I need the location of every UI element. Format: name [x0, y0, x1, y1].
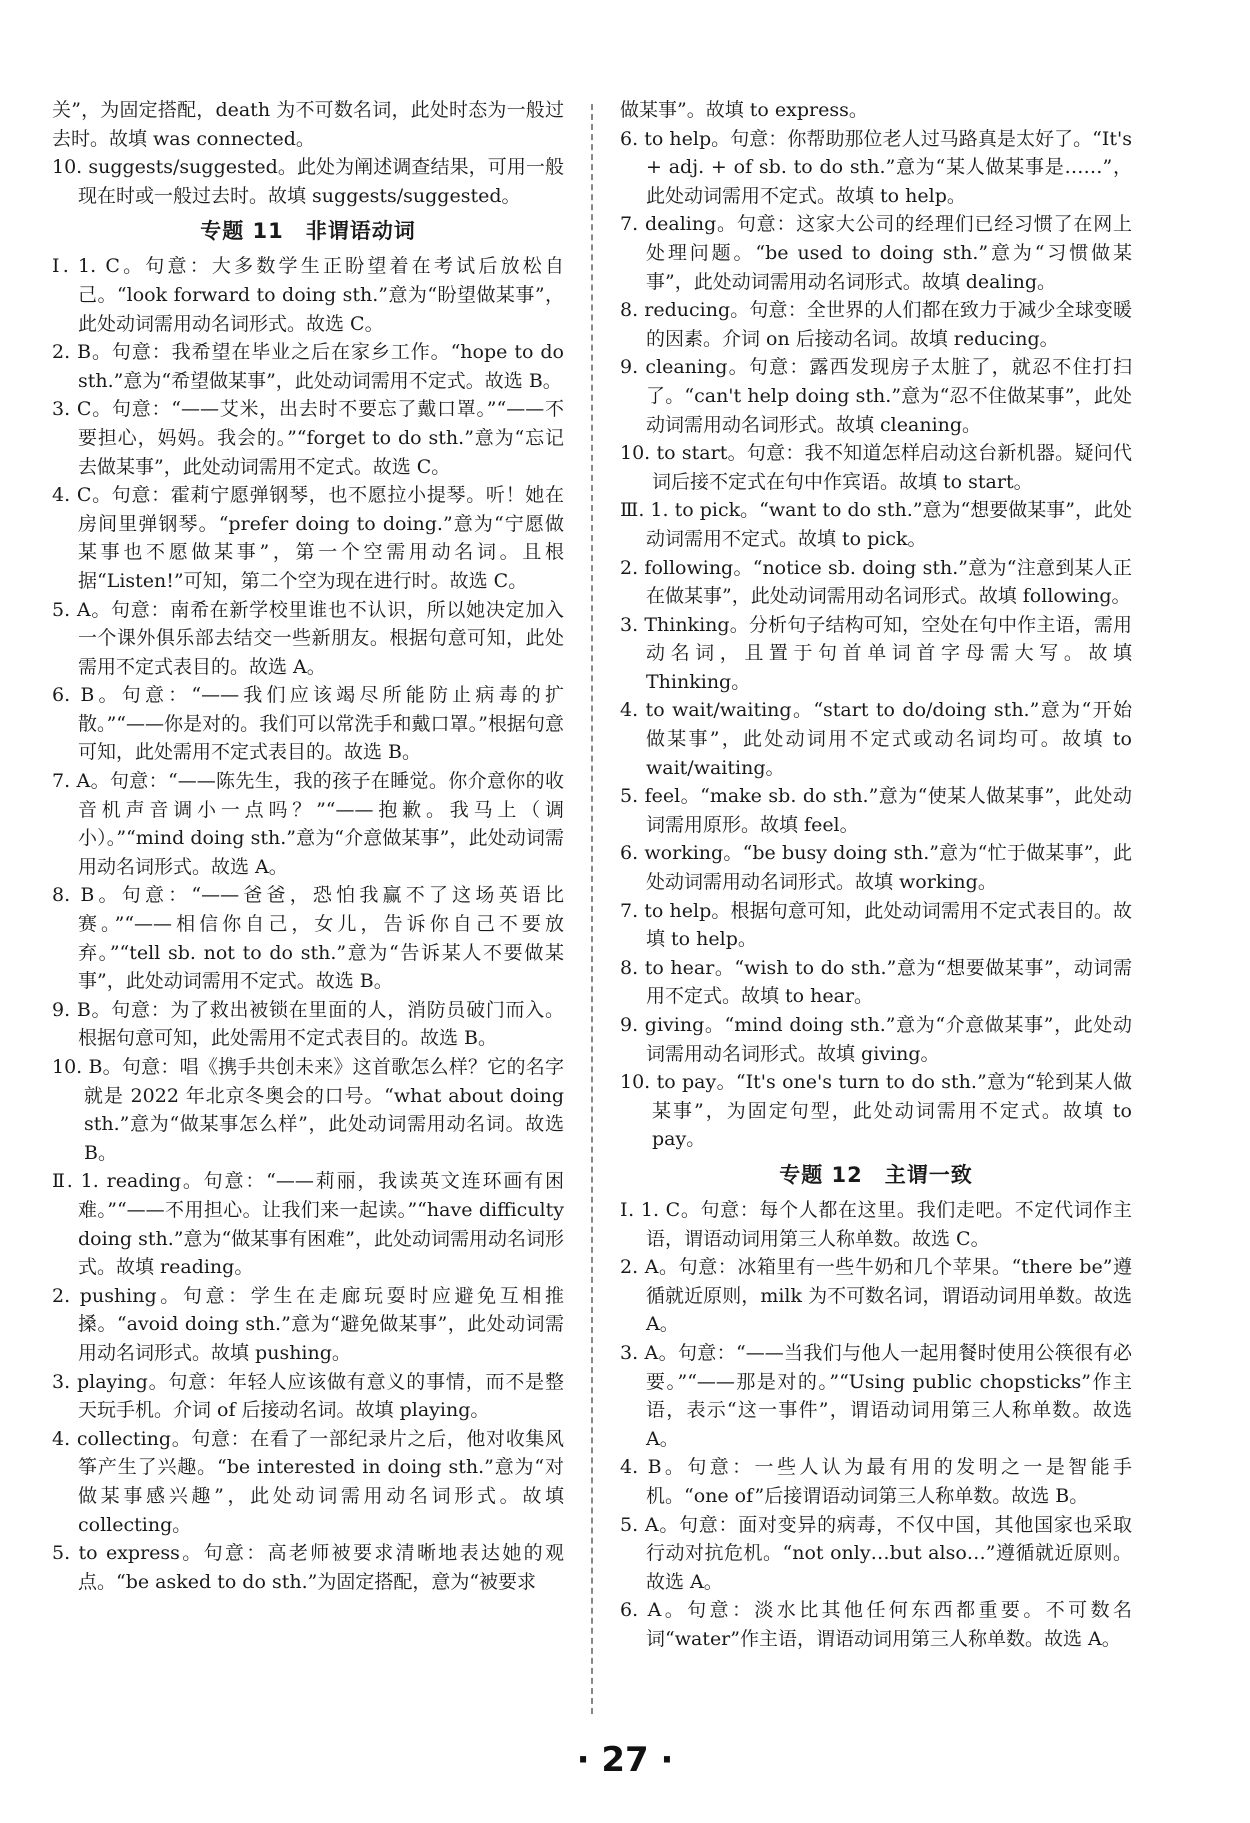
answer-item: 10. to pay。“It's one's turn to do sth.”意为“轮到某人做某事”，为固定句型，此处动词需用不定式。故填 to pay。 [620, 1071, 1132, 1151]
answer-item: 3. C。句意：“——艾米，出去时不要忘了戴口罩。”“——不要担心，妈妈。我会的。”“forget to do sth.”意为“忘记去做某事”，此处动词需用不定式。故选 C。 [52, 398, 564, 478]
answer-item: 4. C。句意：霍莉宁愿弹钢琴，也不愿拉小提琴。听！她在房间里弹钢琴。“prefer doing to doing.”意为“宁愿做某事也不愿做某事”，第一个空需用动名词。且根据“Listen!”可知，第二个空为现在进行时。故选 C。 [52, 484, 564, 592]
answer-item: Ⅰ. 1. C。句意：每个人都在这里。我们走吧。不定代词作主语，谓语动词用第三人称单数。故选 C。 [620, 1198, 1132, 1250]
answer-item: 5. to express。句意：高老师被要求清晰地表达她的观点。“be asked to do sth.”为固定搭配，意为“被要求 [52, 1542, 564, 1593]
answer-item: 5. A。句意：南希在新学校里谁也不认识，所以她决定加入一个课外俱乐部去结交一些新朋友。根据句意可知，此处需用不定式表目的。故选 A。 [52, 598, 564, 678]
answer-item: Ⅲ. 1. to pick。“want to do sth.”意为“想要做某事”，此处动词需用不定式。故填 to pick。 [620, 499, 1132, 550]
answer-item: 2. A。句意：冰箱里有一些牛奶和几个苹果。“there be”遵循就近原则，milk 为不可数名词，谓语动词用单数。故选 A。 [620, 1256, 1132, 1336]
answer-item: 3. A。句意：“——当我们与他人一起用餐时使用公筷很有必要。”“——那是对的。”“Using public chopsticks”作主语，表示“这一事件”，谓语动词用第三人称单数。故选 A。 [620, 1341, 1132, 1450]
answer-item: Ⅱ. 1. reading。句意：“——莉丽，我读英文连环画有困难。”“——不用担心。让我们来一起读。”“have difficulty doing sth.”意为“做某事有困难”，此处动词需用动名词形式。故填 reading。 [52, 1170, 564, 1279]
answer-item: 2. B。句意：我希望在毕业之后在家乡工作。“hope to do sth.”意为“希望做某事”，此处动词需用不定式。故选 B。 [52, 341, 564, 392]
answer-item: 9. cleaning。句意：露西发现房子太脏了，就忍不住打扫了。“can't help doing sth.”意为“忍不住做某事”，此处动词需用动名词形式。故填 cleaning。 [620, 356, 1132, 436]
answer-item: 10. to start。句意：我不知道怎样启动这台新机器。疑问代词后接不定式在句中作宾语。故填 to start。 [620, 442, 1132, 493]
answer-item: 7. dealing。句意：这家大公司的经理们已经习惯了在网上处理问题。“be used to doing sth.”意为“习惯做某事”，此处动词需用动名词形式。故填 dealing。 [620, 213, 1132, 293]
continuation-paragraph: 做某事”。故填 to express。 [620, 99, 868, 121]
answer-item: Ⅰ. 1. C。句意：大多数学生正盼望着在考试后放松自己。“look forward to doing sth.”意为“盼望做某事”，此处动词需用动名词形式。故选 C。 [52, 255, 564, 335]
answer-item: 2. following。“notice sb. doing sth.”意为“注意到某人正在做某事”，此处动词需用动名词形式。故填 following。 [620, 556, 1132, 608]
answer-item: 8. to hear。“wish to do sth.”意为“想要做某事”，动词需用不定式。故填 to hear。 [620, 956, 1132, 1008]
answer-item: 10. B。句意：唱《携手共创未来》这首歌怎么样？它的名字就是 2022 年北京冬奥会的口号。“what about doing sth.”意为“做某事怎么样”，此处动词需用动名词。故选 B。 [52, 1056, 564, 1164]
answer-item: 9. giving。“mind doing sth.”意为“介意做某事”，此处动词需用动名词形式。故填 giving。 [620, 1014, 1132, 1065]
answer-item: 7. to help。根据句意可知，此处动词需用不定式表目的。故填 to help。 [620, 899, 1132, 951]
answer-item: 5. A。句意：面对变异的病毒，不仅中国，其他国家也采取行动对抗危机。“not only…but also…”遵循就近原则。故选 A。 [620, 1513, 1132, 1593]
answer-item: 8. reducing。句意：全世界的人们都在致力于减少全球变暖的因素。介词 on 后接动名词。故填 reducing。 [620, 299, 1132, 350]
answer-item: 8. B。句意：“——爸爸，恐怕我赢不了这场英语比赛。”“——相信你自己，女儿，告诉你自己不要放弃。”“tell sb. not to do sth.”意为“告诉某人不要做某事”，此处动词需用不定式。故选 B。 [52, 884, 564, 993]
continuation-paragraph: 关”，为固定搭配，death 为不可数名词，此处时态为一般过去时。故填 was connected。 [52, 99, 564, 150]
answer-item: 6. to help。句意：你帮助那位老人过马路真是太好了。“It's + adj. + of sb. to do sth.”意为“某人做某事是……”，此处动词需用不定式。故填 to help。 [620, 127, 1132, 207]
answer-item: 6. working。“be busy doing sth.”意为“忙于做某事”，此处动词需用动名词形式。故填 working。 [620, 842, 1132, 894]
answer-item: 4. to wait/waiting。“start to do/doing sth.”意为“开始做某事”，此处动词用不定式或动名词均可。故填 to wait/waiting。 [620, 699, 1132, 779]
column-divider [591, 104, 593, 1714]
page-number: · 27 · [576, 1740, 674, 1780]
answer-item: 9. B。句意：为了救出被锁在里面的人，消防员破门而入。根据句意可知，此处需用不定式表目的。故选 B。 [52, 998, 564, 1050]
answer-item: 3. Thinking。分析句子结构可知，空处在句中作主语，需用动名词，且置于句首单词首字母需大写。故填 Thinking。 [620, 613, 1132, 693]
answer-item: 2. pushing。句意：学生在走廊玩耍时应避免互相推搡。“avoid doing sth.”意为“避免做某事”，此处动词需用动名词形式。故填 pushing。 [52, 1284, 564, 1364]
answer-item: 10. suggests/suggested。此处为阐述调查结果，可用一般现在时或一般过去时。故填 suggests/suggested。 [52, 156, 564, 207]
answer-item: 6. A。句意：淡水比其他任何东西都重要。不可数名词“water”作主语，谓语动词用第三人称单数。故选 A。 [620, 1599, 1132, 1650]
right-column [620, 96, 1132, 1653]
section-heading: 专题 11 非谓语动词 [200, 219, 416, 244]
section-heading: 专题 12 主谓一致 [779, 1162, 973, 1187]
answer-item: 4. B。句意：一些人认为最有用的发明之一是智能手机。“one of”后接谓语动词第三人称单数。故选 B。 [620, 1456, 1132, 1507]
answer-item: 3. playing。句意：年轻人应该做有意义的事情，而不是整天玩手机。介词 of 后接动名词。故填 playing。 [52, 1370, 564, 1422]
answer-item: 7. A。句意：“——陈先生，我的孩子在睡觉。你介意你的收音机声音调小一点吗？”“——抱歉。我马上（调小）。”“mind doing sth.”意为“介意做某事”，此处动词需用动名词形式。故选 A。 [52, 770, 564, 878]
answer-item: 4. collecting。句意：在看了一部纪录片之后，他对收集风筝产生了兴趣。“be interested in doing sth.”意为“对做某事感兴趣”，此处动词需用动名词形式。故填 collecting。 [52, 1427, 564, 1536]
left-column [52, 96, 564, 1596]
answer-item: 6. B。句意：“——我们应该竭尽所能防止病毒的扩散。”“——你是对的。我们可以常洗手和戴口罩。”根据句意可知，此处需用不定式表目的。故选 B。 [52, 684, 564, 764]
answer-item: 5. feel。“make sb. do sth.”意为“使某人做某事”，此处动词需用原形。故填 feel。 [620, 785, 1132, 836]
